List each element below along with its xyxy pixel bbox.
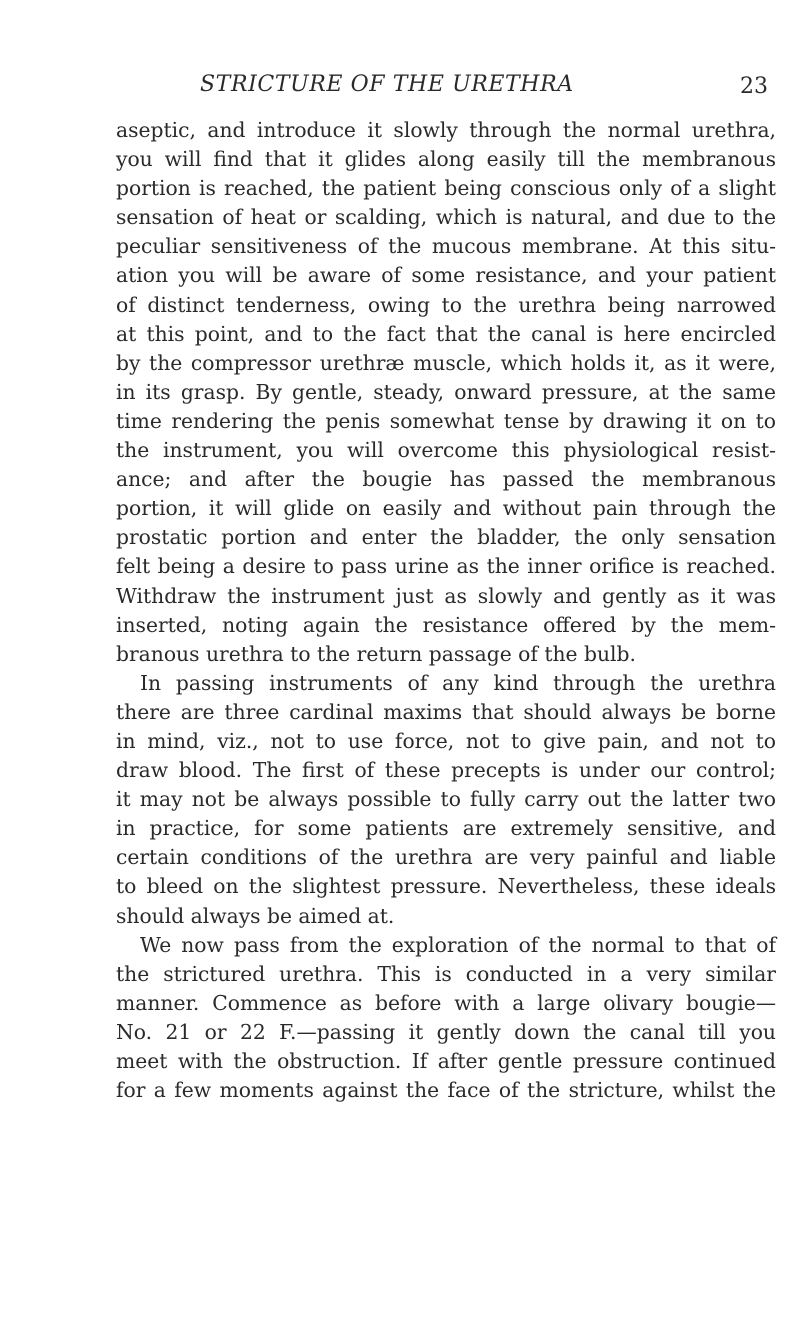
page-number: 23 — [740, 74, 768, 99]
text-line: portion is reached, the patient being conscious only of a slight — [116, 176, 776, 201]
text-line: the strictured urethra. This is conducted in a very similar — [116, 961, 776, 986]
text-line: inserted, noting again the resistance offered by the mem- — [116, 612, 776, 637]
running-head — [116, 72, 768, 106]
text-line: time rendering the penis somewhat tense by drawing it on to — [116, 408, 776, 433]
text-line: at this point, and to the fact that the canal is here encircled — [116, 321, 776, 346]
text-line: No. 21 or 22 F.—passing it gently down the canal till you — [116, 1019, 776, 1044]
text-line: in its grasp. By gentle, steady, onward pressure, at the same — [116, 379, 776, 404]
text-line: it may not be always possible to fully carry out the latter two — [116, 787, 776, 812]
text-line: branous urethra to the return passage of the bulb. — [116, 641, 636, 666]
text-line: in practice, for some patients are extremely sensitive, and — [116, 816, 776, 841]
text-line: ation you will be aware of some resistance, and your patient — [116, 263, 776, 288]
text-line: of distinct tenderness, owing to the urethra being narrowed — [116, 292, 776, 317]
text-line: portion, it will glide on easily and without pain through the — [116, 496, 776, 521]
text-line: In passing instruments of any kind through the urethra — [140, 670, 776, 695]
text-line: in mind, viz., not to use force, not to give pain, and not to — [116, 728, 776, 753]
text-line: by the compressor urethræ muscle, which holds it, as it were, — [116, 350, 776, 375]
body-text — [116, 116, 776, 1105]
text-line: We now pass from the exploration of the normal to that of — [140, 932, 776, 957]
text-line: sensation of heat or scalding, which is natural, and due to the — [116, 205, 776, 230]
text-line: draw blood. The first of these precepts is under our control; — [116, 758, 776, 783]
text-line: certain conditions of the urethra are very painful and liable — [116, 845, 776, 870]
text-line: the instrument, you will overcome this physiological resist- — [116, 438, 776, 463]
text-line: to bleed on the slightest pressure. Nevertheless, these ideals — [116, 874, 776, 899]
text-line: felt being a desire to pass urine as the inner orifice is reached. — [116, 554, 776, 579]
text-line: ance; and after the bougie has passed the membranous — [116, 467, 776, 492]
text-line: aseptic, and introduce it slowly through the normal urethra, — [116, 118, 776, 142]
text-line: you will find that it glides along easily till the membranous — [116, 147, 776, 172]
text-line: meet with the obstruction. If after gentle pressure continued — [116, 1049, 776, 1073]
running-title: STRICTURE OF THE URETHRA — [200, 72, 574, 97]
text-line: prostatic portion and enter the bladder, the only sensation — [116, 525, 776, 550]
text-line: there are three cardinal maxims that should always be borne — [116, 699, 776, 724]
text-line: Withdraw the instrument just as slowly and gently as it was — [116, 583, 776, 608]
text-line: manner. Commence as before with a large olivary bougie— — [116, 990, 776, 1015]
text-line: for a few moments against the face of the stricture, whilst the — [116, 1078, 776, 1103]
text-line: peculiar sensitiveness of the mucous membrane. At this situ- — [116, 234, 776, 259]
text-line: should always be aimed at. — [116, 903, 395, 928]
